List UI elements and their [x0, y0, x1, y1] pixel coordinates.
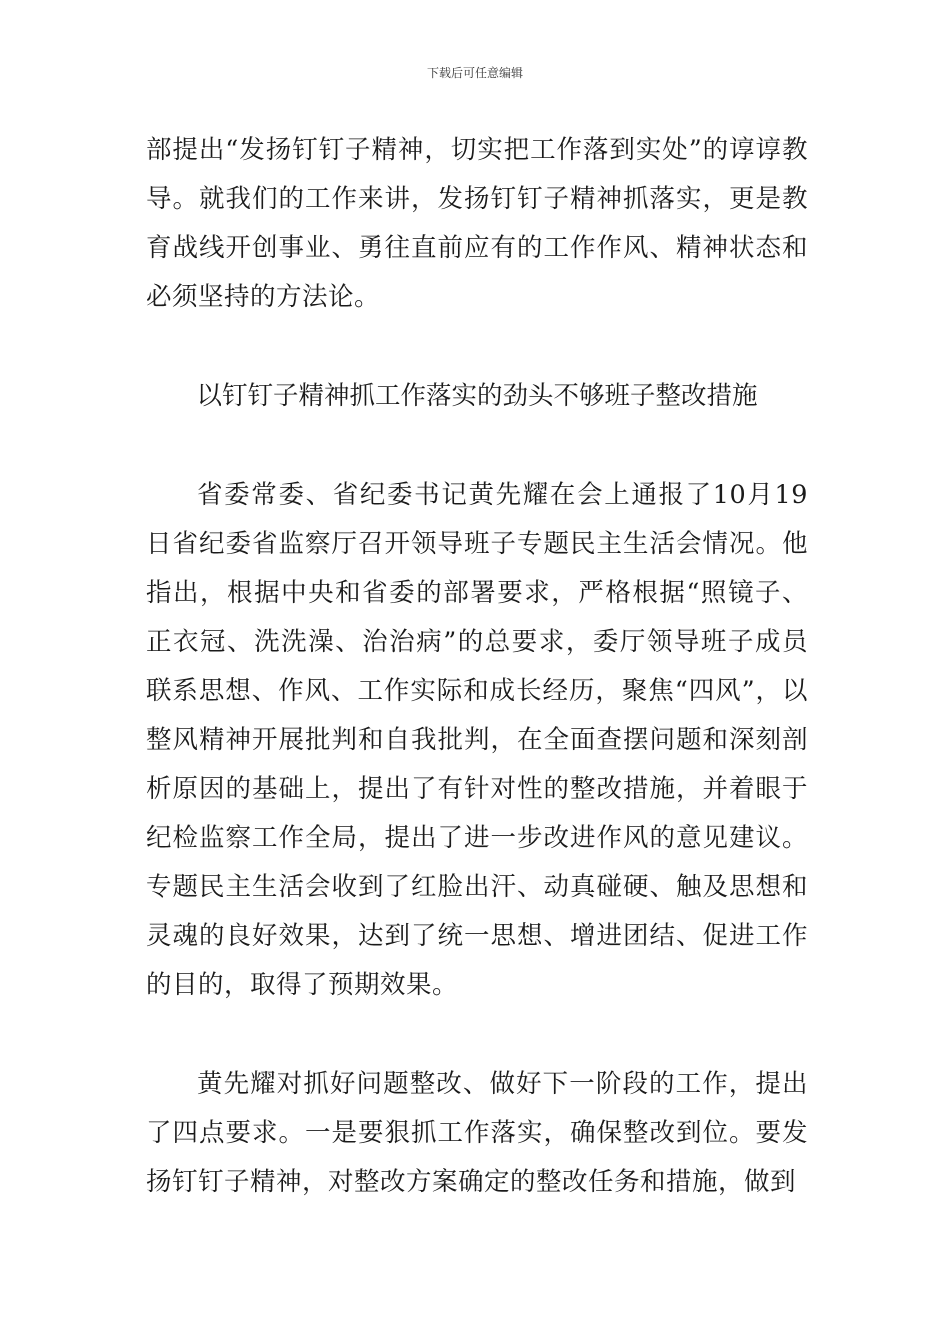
spacer — [146, 1010, 808, 1060]
paragraph-1: 部提出“发扬钉钉子精神，切实把工作落到实处”的谆谆教导。就我们的工作来讲，发扬钉钉子精神抓落实，更是教育战线开创事业、勇往直前应有的工作作风、精神状态和必须坚持的方法论。 — [146, 135, 808, 312]
page-header: 下载后可任意编辑 — [426, 66, 523, 80]
paragraph-2: 省委常委、省纪委书记黄先耀在会上通报了10月19日省纪委省监察厅召开领导班子专题民主生活会情况。他指出，根据中央和省委的部署要求，严格根据“照镜子、正衣冠、洗洗澡、治治病”的总要求，委厅领导班子成员联系思想、作风、工作实际和成长经历，聚焦“四风”，以整风精神开展批判和自我批判，在全面查摆问题和深刻剖析原因的基础上，提出了有针对性的整改措施，并着眼于纪检监察工作全局，提出了进一步改进作风的意见建议。专题民主生活会收到了红脸出汗、动真碰硬、触及思想和灵魂的良好效果，达到了统一思想、增进团结、促进工作的目的，取得了预期效果。 — [146, 480, 808, 1000]
spacer — [146, 421, 808, 471]
document-body — [146, 126, 808, 1207]
paragraph-3: 黄先耀对抓好问题整改、做好下一阶段的工作，提出了四点要求。一是要狠抓工作落实，确保整改到位。要发扬钉钉子精神，对整改方案确定的整改任务和措施，做到 — [146, 1069, 808, 1197]
spacer — [146, 322, 808, 372]
section-title: 以钉钉子精神抓工作落实的劲头不够班子整改措施 — [196, 381, 758, 411]
